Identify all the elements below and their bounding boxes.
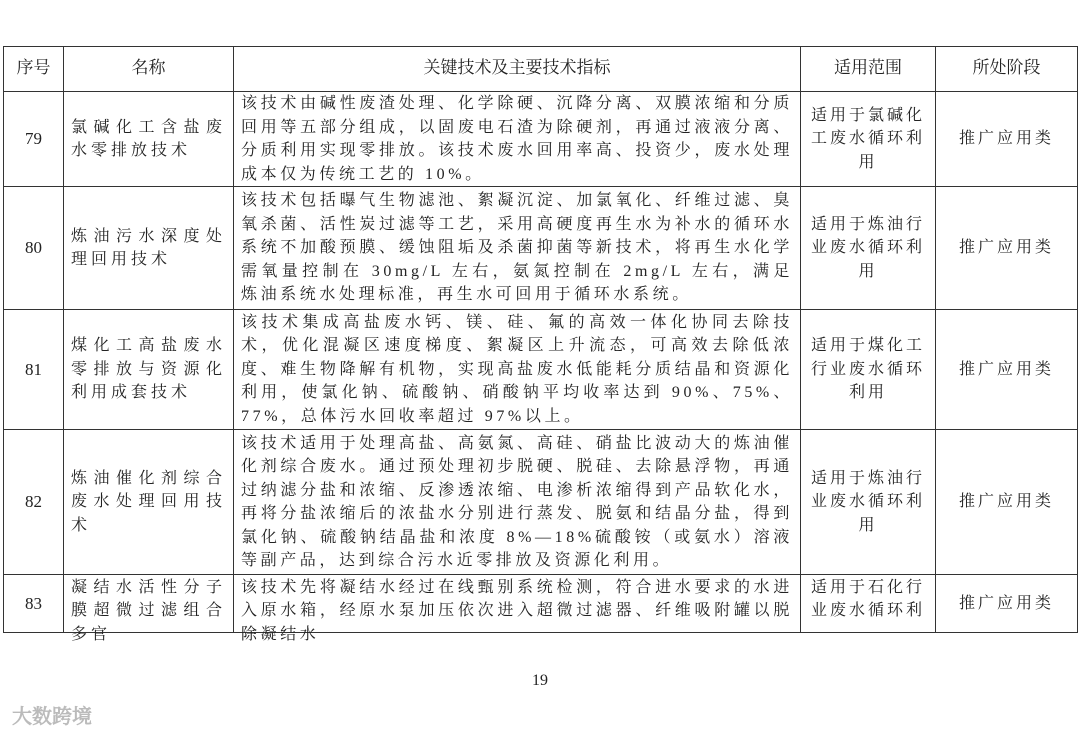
row-name: 凝结水活性分子膜超微过滤组合多官 xyxy=(71,578,226,643)
row-no: 79 xyxy=(4,92,64,187)
row-scope: 适用于炼油行业废水循环利用 xyxy=(801,430,936,575)
row-desc: 该技术集成高盐废水钙、镁、硅、氟的高效一体化协同去除技术，优化混凝区速度梯度、絮凝区上升流态，可高效去除低浓度、难生物降解有机物，实现高盐废水低能耗分质结晶和资源化利用，使氯化钠、硫酸钠、硝酸钠平均收率达到 90%、75%、77%，总体污水回收率超过 97%以上。 xyxy=(234,310,801,430)
row-desc: 该技术先将凝结水经过在线甄别系统检测，符合进水要求的水进入原水箱，经原水泵加压依次进入超微过滤器、纤维吸附罐以脱除凝结水 xyxy=(241,578,793,643)
row-scope: 适用于煤化工行业废水循环利用 xyxy=(801,310,936,430)
row-desc: 该技术由碱性废渣处理、化学除硬、沉降分离、双膜浓缩和分质回用等五部分组成，以固废电石渣为除硬剂，再通过液液分离、分质利用实现零排放。该技术废水回用率高、投资少，废水处理成本仅为传统工艺的 10%。 xyxy=(234,92,801,187)
row-name: 炼油催化剂综合废水处理回用技术 xyxy=(64,430,234,575)
row-scope: 适用于氯碱化工废水循环利用 xyxy=(801,92,936,187)
row-stage: 推广应用类 xyxy=(936,187,1078,310)
table-row xyxy=(4,92,1078,187)
header-name: 名称 xyxy=(64,47,234,92)
row-name: 氯碱化工含盐废水零排放技术 xyxy=(64,92,234,187)
header-scope: 适用范围 xyxy=(801,47,936,92)
row-no: 80 xyxy=(4,187,64,310)
row-stage: 推广应用类 xyxy=(936,92,1078,187)
header-stage: 所处阶段 xyxy=(936,47,1078,92)
watermark-logo: 大数跨境 xyxy=(12,704,92,728)
page-number: 19 xyxy=(532,672,548,689)
table-row xyxy=(4,310,1078,430)
technology-table xyxy=(3,46,1078,643)
table-header xyxy=(4,47,1078,92)
row-stage: 推广应用类 xyxy=(936,310,1078,430)
row-name: 炼油污水深度处理回用技术 xyxy=(64,187,234,310)
table-row xyxy=(4,430,1078,575)
row-desc: 该技术包括曝气生物滤池、絮凝沉淀、加氯氧化、纤维过滤、臭氧杀菌、活性炭过滤等工艺，采用高硬度再生水为补水的循环水系统不加酸预膜、缓蚀阻垢及杀菌抑菌等新技术，将再生水化学需氧量控制在 30mg/L 左右，氨氮控制在 2mg/L 左右，满足炼油系统水处理标准，再生水可回用于循环水系统。 xyxy=(234,187,801,310)
row-name: 煤化工高盐废水零排放与资源化利用成套技术 xyxy=(64,310,234,430)
header-desc: 关键技术及主要技术指标 xyxy=(234,47,801,92)
row-no: 81 xyxy=(4,310,64,430)
row-no: 83 xyxy=(4,575,64,633)
table-row xyxy=(4,187,1078,310)
row-desc: 该技术适用于处理高盐、高氨氮、高硅、硝盐比波动大的炼油催化剂综合废水。通过预处理初步脱硬、脱硅、去除悬浮物，再通过纳滤分盐和浓缩、反渗透浓缩、电渗析浓缩得到产品软化水，再将分盐浓缩后的浓盐水分别进行蒸发、脱氨和结晶分盐，得到氯化钠、硫酸钠结晶盐和浓度 8%—18%硫酸铵（或氨水）溶液等副产品，达到综合污水近零排放及资源化利用。 xyxy=(234,430,801,575)
table-row xyxy=(4,575,1078,633)
header-no: 序号 xyxy=(4,47,64,92)
row-scope: 适用于石化行业废水循环利 xyxy=(810,578,925,619)
row-stage: 推广应用类 xyxy=(936,430,1078,575)
row-no: 82 xyxy=(4,430,64,575)
row-scope: 适用于炼油行业废水循环利用 xyxy=(801,187,936,310)
row-stage: 推广应用类 xyxy=(936,575,1078,633)
